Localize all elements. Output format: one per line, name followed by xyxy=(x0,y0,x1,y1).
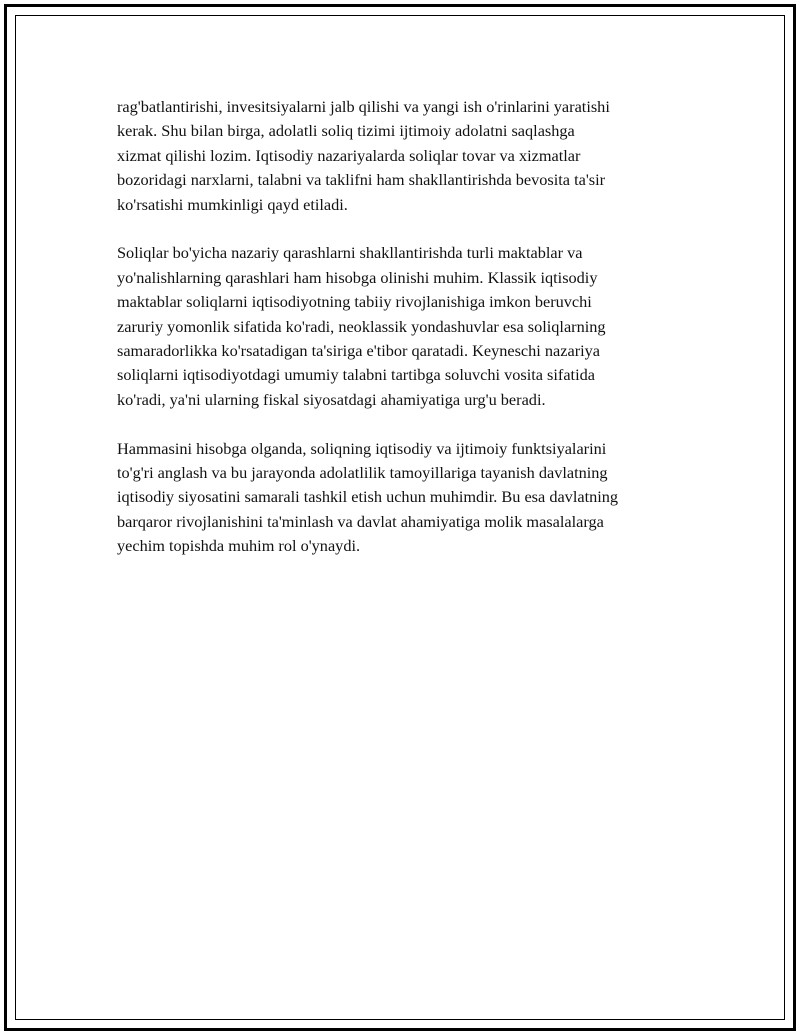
paragraph-1: rag'batlantirishi, invesitsiyalarni jalb qilishi va yangi ish o'rinlarini yaratishi kerak. Shu bilan birga, adolatli soliq tizimi ijtimoiy adolatni saqlashga xizmat qilishi lozim. Iqtisodiy nazariyalarda soliqlar tovar va xizmatlar bozoridagi narxlarni, talabni va taklifni ham shakllantirishda bevosita ta'sir ko'rsatishi mumkinligi qayd etiladi. xyxy=(117,97,610,214)
paragraph-3: Hammasini hisobga olganda, soliqning iqtisodiy va ijtimoiy funktsiyalarini to'g'ri anglash va bu jarayonda adolatlilik tamoyillariga tayanish davlatning iqtisodiy siyosatini samarali tashkil etish uchun muhimdir. Bu esa davlatning barqaror rivojlanishini ta'minlash va davlat ahamiyatiga molik masalalarga yechim topishda muhim rol o'ynaydi. xyxy=(117,438,619,556)
document-body xyxy=(117,95,707,583)
paragraph-2: Soliqlar bo'yicha nazariy qarashlarni shakllantirishda turli maktablar va yo'nalishlarning qarashlari ham hisobga olinishi muhim. Klassik iqtisodiy maktablar soliqlarni iqtisodiyotning tabiiy rivojlanishiga imkon beruvchi zaruriy yomonlik sifatida ko'radi, neoklassik yondashuvlar esa soliqlarning samaradorlikka ko'rsatadigan ta'siriga e'tibor qaratadi. Keyneschi nazariya soliqlarni iqtisodiyotdagi umumiy talabni tartibga soluvchi vosita sifatida ko'radi, ya'ni ularning fiskal siyosatdagi ahamiyatiga urg'u beradi. xyxy=(117,243,606,409)
